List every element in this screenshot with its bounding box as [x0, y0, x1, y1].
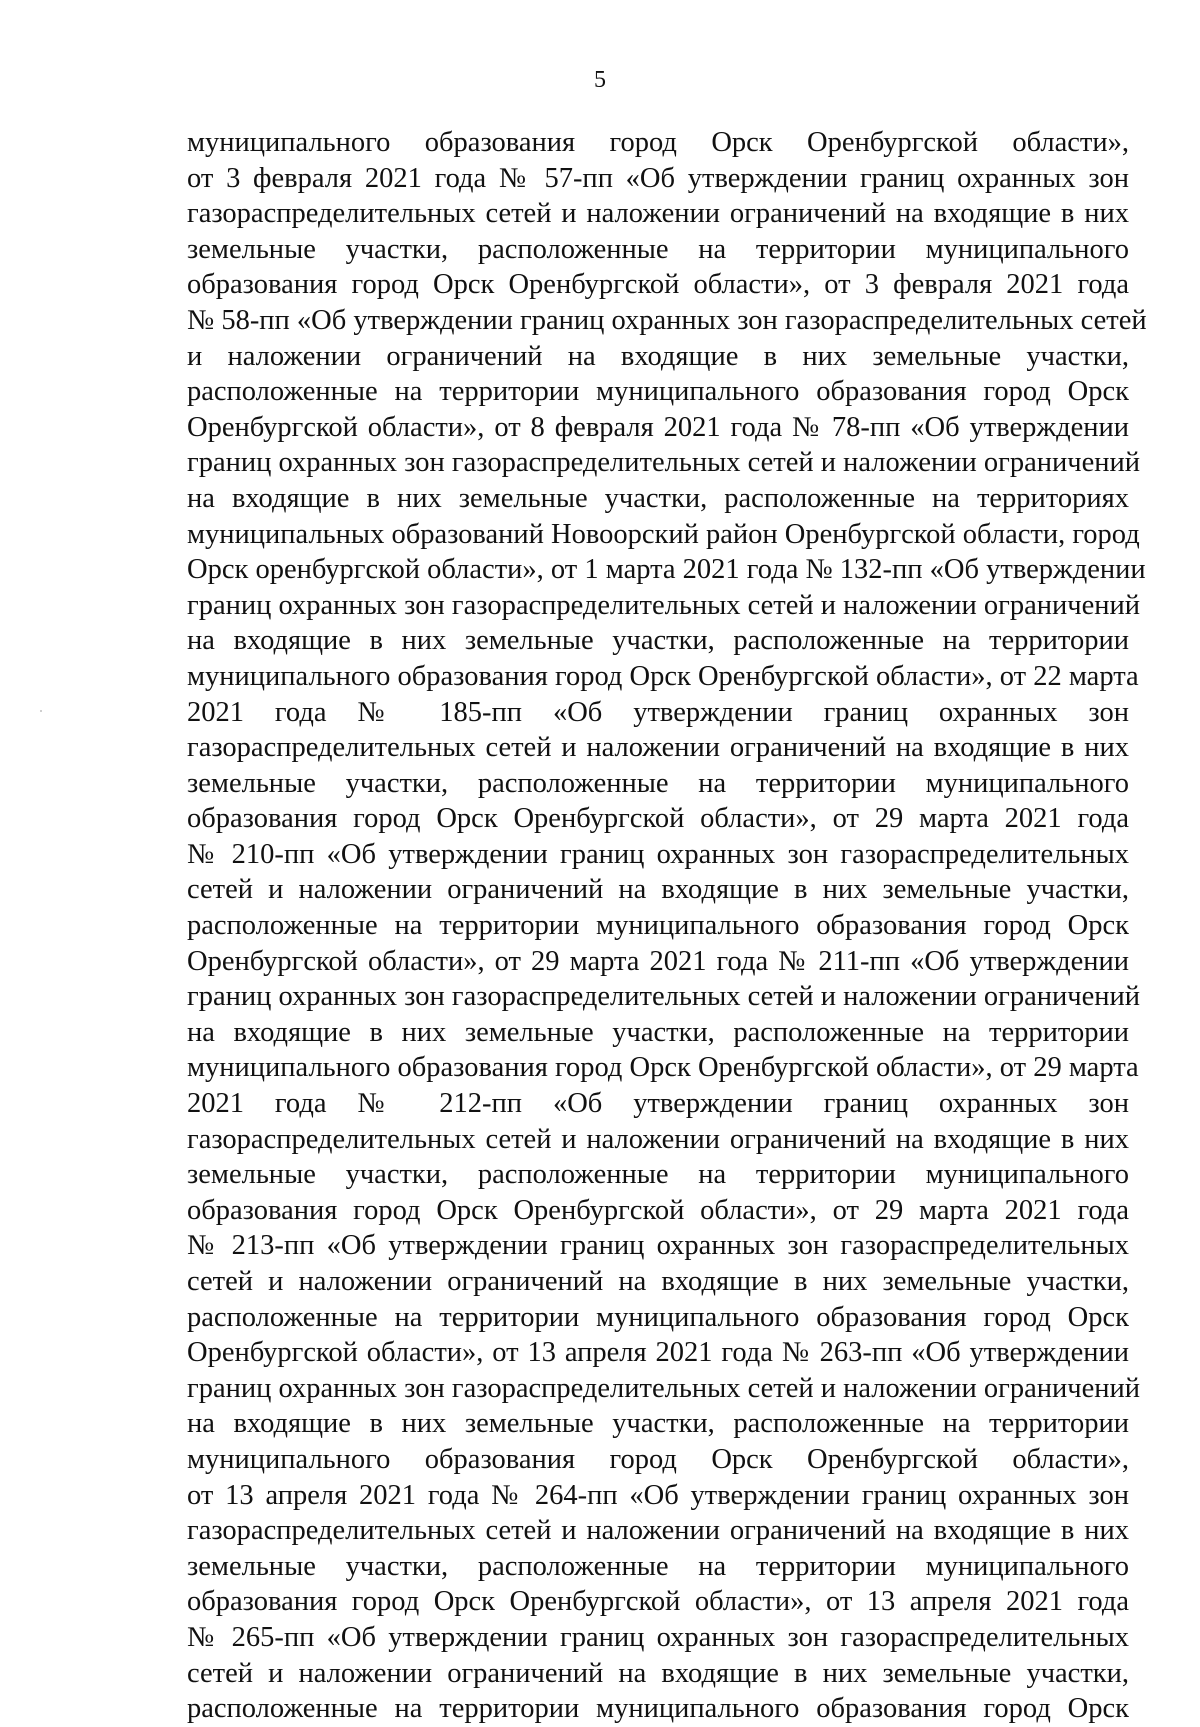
text-line: газораспределительных сетей и наложении ограничений на входящие в них: [187, 198, 1129, 230]
text-line: на входящие в них земельные участки, расположенные на территории: [187, 1016, 1129, 1048]
text-line: на входящие в них земельные участки, расположенные на территории: [187, 1408, 1129, 1440]
text-line: № 58-пп «Об утверждении границ охранных зон газораспределительных сетей: [187, 304, 1147, 336]
text-line: на входящие в них земельные участки, расположенные на территориях: [187, 482, 1129, 514]
text-line: образования город Орск Оренбургской области», от 29 марта 2021 года: [187, 1194, 1129, 1226]
text-line: границ охранных зон газораспределительных сетей и наложении ограничений: [187, 447, 1140, 479]
text-line: Орск оренбургской области», от 1 марта 2021 года № 132-пп «Об утверждении: [187, 554, 1146, 586]
text-line: Оренбургской области», от 13 апреля 2021 года № 263-пп «Об утверждении: [187, 1337, 1129, 1369]
text-line: от 13 апреля 2021 года № 264-пп «Об утверждении границ охранных зон: [187, 1479, 1129, 1511]
text-line: от 3 февраля 2021 года № 57-пп «Об утверждении границ охранных зон: [187, 162, 1129, 194]
text-line: газораспределительных сетей и наложении ограничений на входящие в них: [187, 732, 1129, 764]
text-line: Оренбургской области», от 8 февраля 2021 года № 78-пп «Об утверждении: [187, 411, 1129, 443]
text-line: расположенные на территории муниципального образования город Орск: [187, 910, 1129, 942]
text-line: муниципального образования город Орск Оренбургской области», от 29 марта: [187, 1052, 1139, 1084]
text-line: муниципального образования город Орск Оренбургской области»,: [187, 127, 1129, 158]
text-line: на входящие в них земельные участки, расположенные на территории: [187, 625, 1129, 657]
text-line: расположенные на территории муниципального образования город Орск: [187, 1693, 1129, 1725]
text-line: 2021 года № 185-пп «Об утверждении границ охранных зон: [187, 696, 1129, 728]
text-line: образования город Орск Оренбургской области», от 29 марта 2021 года: [187, 803, 1129, 835]
text-line: № 265-пп «Об утверждении границ охранных зон газораспределительных: [187, 1621, 1129, 1653]
text-line: № 210-пп «Об утверждении границ охранных зон газораспределительных: [187, 838, 1129, 870]
text-line: границ охранных зон газораспределительных сетей и наложении ограничений: [187, 981, 1140, 1013]
scan-artifact-mark: [40, 710, 42, 712]
text-line: и наложении ограничений на входящие в них земельные участки,: [187, 340, 1129, 372]
text-line: муниципального образования город Орск Оренбургской области», от 22 марта: [187, 660, 1139, 692]
text-line: земельные участки, расположенные на территории муниципального: [187, 1159, 1129, 1191]
text-line: образования город Орск Оренбургской области», от 3 февраля 2021 года: [187, 269, 1129, 301]
text-line: муниципальных образований Новоорский район Оренбургской области, город: [187, 518, 1140, 550]
text-line: земельные участки, расположенные на территории муниципального: [187, 233, 1129, 265]
text-line: 2021 года № 212-пп «Об утверждении границ охранных зон: [187, 1088, 1129, 1120]
text-line: границ охранных зон газораспределительных сетей и наложении ограничений: [187, 1372, 1140, 1404]
text-line: сетей и наложении ограничений на входящие в них земельные участки,: [187, 874, 1129, 906]
text-line: образования город Орск Оренбургской области», от 13 апреля 2021 года: [187, 1586, 1129, 1618]
text-line: газораспределительных сетей и наложении ограничений на входящие в них: [187, 1123, 1129, 1155]
text-line: муниципального образования город Орск Оренбургской области»,: [187, 1443, 1129, 1475]
text-line: сетей и наложении ограничений на входящие в них земельные участки,: [187, 1657, 1129, 1689]
text-line: Оренбургской области», от 29 марта 2021 года № 211-пп «Об утверждении: [187, 945, 1129, 977]
text-line: границ охранных зон газораспределительных сетей и наложении ограничений: [187, 589, 1140, 621]
text-line: расположенные на территории муниципального образования город Орск: [187, 376, 1129, 408]
text-line: сетей и наложении ограничений на входящие в них земельные участки,: [187, 1266, 1129, 1297]
text-line: земельные участки, расположенные на территории муниципального: [187, 1550, 1129, 1582]
page-number: 5: [594, 67, 606, 93]
text-line: расположенные на территории муниципального образования город Орск: [187, 1301, 1129, 1333]
text-line: № 213-пп «Об утверждении границ охранных зон газораспределительных: [187, 1230, 1129, 1262]
document-body-text: [187, 125, 1147, 1727]
text-line: земельные участки, расположенные на территории муниципального: [187, 767, 1129, 799]
text-line: газораспределительных сетей и наложении ограничений на входящие в них: [187, 1515, 1129, 1547]
